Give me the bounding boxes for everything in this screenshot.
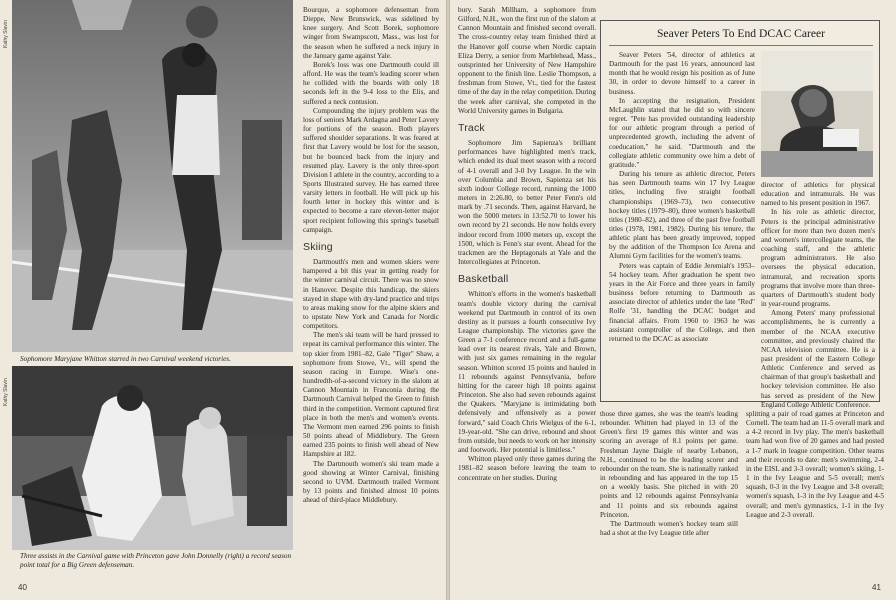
paragraph: The men's ski team will be hard pressed to repeat its carnival performance this winter. The top skier from 1981–82, Gale "Tiger" Shaw, a sophomore from Stowe, Vt., will spend the season racing in Europe. Wise's one-hundredth-of-a-second victory in the slalom at Cannon Mountain in Franconia during the Dartmouth Carnival helped the Green to finish third in the competition. Vermont captured first place in both the men's and women's events. The Vermont men earned 296 points to finish 50 points ahead of Middlebury. The Green earned 235 points to finish well ahead of New Hampshire at 182. — [303, 331, 439, 459]
left-page — [0, 0, 446, 600]
page-number-left: 40 — [18, 583, 27, 592]
paragraph: Seaver Peters '54, director of athletics at Dartmouth for the past 16 years, announced last month that he would resign his position as of June 30, in order to devote himself to a career in business. — [609, 51, 755, 96]
portrait-photo — [761, 51, 873, 177]
caption-bottom: Three assists in the Carnival game with Princeton gave John Donnelly (right) a record season point total for a Big Green defenseman. — [20, 552, 292, 569]
sidebar-box-seaver-peters — [600, 20, 880, 409]
paragraph: Whitton's efforts in the women's basketball team's double victory during the carnival weekend put Dartmouth in control of its own destiny as it pursues a fourth consecutive Ivy League championship. The victories gave the Green a 7-1 conference record and a full-game lead over its nearest rivals, Yale and Brown, with just six games remaining in the regular season. Whitton scored 15 points and hauled in 11 rebounds against Pennsylvania, before hitting for the career high 18 points against Princeton. She also had seven rebounds against the Quakers. "Maryjane is intimidating both defensively and offensively as a power forward," said Coach Chris Wielgus of the 6-1, 19-year-old. "She can drive, rebound and shoot from outside, but needs to work on her intensity and footwork. Her potential is limitless." — [458, 290, 596, 455]
box-column-1-text — [609, 51, 755, 344]
paragraph: Borek's loss was one Dartmouth could ill afford. He was the team's leading scorer when he collided with the boards with only 18 seconds left in the 9-4 loss to the Elis, and suffered a neck contusion. — [303, 60, 439, 106]
paragraph: Bourque, a sophomore defenseman from Dieppe, New Brunswick, was sidelined by knee surgery. And Scott Borek, sophomore winger from Swampscott, Mass., was lost for the season when he suffered a neck injury in the January game against Yale. — [303, 6, 439, 60]
paragraph: those three games, she was the team's leading rebounder. Whitten had played in 13 of the Green's first 19 games this winter and was scoring an average of 8.1 points per game. Freshman Jayne Daigle of nearby Lebanon, N.H., continued to be the leading scorer and rebounder on the team. She is nationally ranked in rebounding and has appeared in the top 15 on a weekly basis. She pitched in with 20 points and 12 rebounds against Pennsylvania and 11 points and six rebounds against Princeton. — [600, 410, 738, 519]
paragraph: The Dartmouth women's ski team made a good showing at Winter Carnival, finishing second to UVM. Dartmouth trailed Vermont by 13 points and finished almost 10 points ahead of third-place Middlebury. — [303, 459, 439, 505]
paragraph: In his role as athletic director, Peters is the principal administrative officer for more than two dozen men's and women's intercollegiate teams, the coaching staff, and the athletic program administrators. He also oversees the physical education, intramural, and recreation sports programs that involve more than three-quarters of Dartmouth's student body in year-round programs. — [761, 208, 875, 309]
page-number-right: 41 — [872, 583, 881, 592]
right-column-3-text — [600, 410, 738, 538]
box-column-2-text — [761, 181, 875, 410]
heading-skiing: Skiing — [303, 240, 333, 253]
heading-track: Track — [458, 121, 485, 134]
basketball-photo — [12, 0, 293, 352]
paragraph: Peters was captain of Eddie Jeremiah's 1953–54 hockey team. After graduation he spent two years in the Air Force and three years in family business before returning to Dartmouth as associate director of athletics under the late "Red" Rolfe '31, handling the DCAC budget and financial affairs. From 1960 to 1963 he was assistant comptroller of the College, and then returned to the DCAC as associate — [609, 261, 755, 343]
right-column-4-text — [746, 410, 884, 520]
paragraph: During his tenure as athletic director, Peters has seen Dartmouth teams win 17 Ivy League titles, including five straight football championships (1969–73), two consecutive hockey titles (1979–80), three women's basketball titles (1980–82), and three of the past five football titles (1978, 1981, 1982). During his tenure, the athletic plant has been greatly improved, topped by the addition of the Thompson Ice Arena and Alumni Gym facilities for the women's teams. — [609, 170, 755, 261]
paragraph: In accepting the resignation, President McLaughlin stated that he did so with sincere regret. "Pete has provided outstanding leadership for our athletic program through a period of unprecedented growth, including the advent of coeducation," he said. "Dartmouth and the collegiate athletic community owe him a debt of gratitude." — [609, 96, 755, 169]
paragraph: The Dartmouth women's hockey team still had a shot at the Ivy League title after — [600, 519, 738, 538]
paragraph: Compounding the injury problem was the loss of seniors Mark Ardagna and Peter Lavery for portions of the season. Both players suffered shoulder separations. It was feared at first that Lavery would be lost for the season, but he bounced back from the injury and resumed play. Lavery is the only three-sport Division I athlete in the country, according to a Sports Illustrated survey. He has earned three varsity letters in football. He will pick up his fourth letter in hockey this winter and is expected to become a rare eleven-letter major sport recipient following this spring's baseball campaign. — [303, 106, 439, 234]
heading-basketball: Basketball — [458, 273, 509, 286]
paragraph: splitting a pair of road games at Princeton and Cornell. The team had an 11-5 overall mark and a 4-2 record in Ivy play. The men's basketball team had won five of 20 games and had posted a 1-7 mark in league competition. Other teams and their records to date: men's swimming, 2-4 in the EISL and 3-3 overall; women's skiing, 1-1 in the Ivy League and 5-5 overall; men's squash, 0-3 in the Ivy League and 3-8 overall; women's squash, 1-3 in the Ivy League and 4-5 overall; and men's gymnastics, 1-1 in the Ivy League and 2-3 overall. — [746, 410, 884, 519]
box-title: Seaver Peters To End DCAC Career — [656, 27, 825, 40]
caption-top: Sophomore Maryjane Whitton starred in two Carnival weekend victories. — [20, 355, 231, 363]
paragraph: Whitton played only three games during the 1981–82 season before leaving the team to concentrate on her studies. During — [458, 455, 596, 482]
photo-credit-top: Kathy Slavin — [3, 20, 9, 48]
divider — [609, 45, 873, 46]
paragraph: bury. Sarah Millham, a sophomore from Gilford, N.H., won the first run of the slalom at Cannon Mountain and finished second overall. The cross-country relay team finished third at the Hanover golf course when Nordic captain Eliza Derry, a senior from Marblehead, Mass., outsprinted her University of New Hampshire opponent to the finish line. Leslie Thompson, a freshman from Stowe, Vt., tied for the fastest time of the day in the relay competition. During the week after carnival, she competed in the World University games in Bulgaria. — [458, 6, 596, 115]
hockey-photo — [12, 366, 293, 550]
photo-credit-bottom: Kathy Slavin — [3, 378, 9, 406]
paragraph: Among Peters' many professional accomplishments, he is currently a member of the NCAA executive committee, and previously chaired the NCAA television committee. He is a past president of the Eastern College Athletic Conference and served as chairman of that group's basketball and hockey television committee. He also has served as president of the New England College Athletic Conference. — [761, 309, 875, 409]
left-column-text — [303, 6, 439, 505]
paragraph: director of athletics for physical education and intramurals. He was named to his present position in 1967. — [761, 181, 875, 208]
paragraph: Sophomore Jim Sapienza's brilliant performances have highlighted men's track, which ended its dual meet season with a record of 4-1 overall and 3-0 Ivy League. In the win over Columbia and Brown, Sapienza set his sixth indoor College record, running the 1000 meters in 2:26.80, to better Peter Fenn's old mark by .71 seconds. Then, against Harvard, he won the 5000 meters in 13:52.70 to lower his own record by 21 seconds. He now holds every indoor record from 1000 meters up, except the 1500, which is Fenn's star event. Ahead for the trackmen are the Heptagonals at Yale and the Intercollegiates at Princeton. — [458, 139, 596, 267]
right-column-1-text — [458, 6, 596, 483]
paragraph: Dartmouth's men and women skiers were hampered a bit this year in getting ready for the winter carnival circuit. There was no snow in Hanover. Despite this handicap, the skiers stayed in shape with dry-land practice and trips to areas making snow for the alpine skiers and to upstate New York and Canada for Nordic competitors. — [303, 258, 439, 331]
